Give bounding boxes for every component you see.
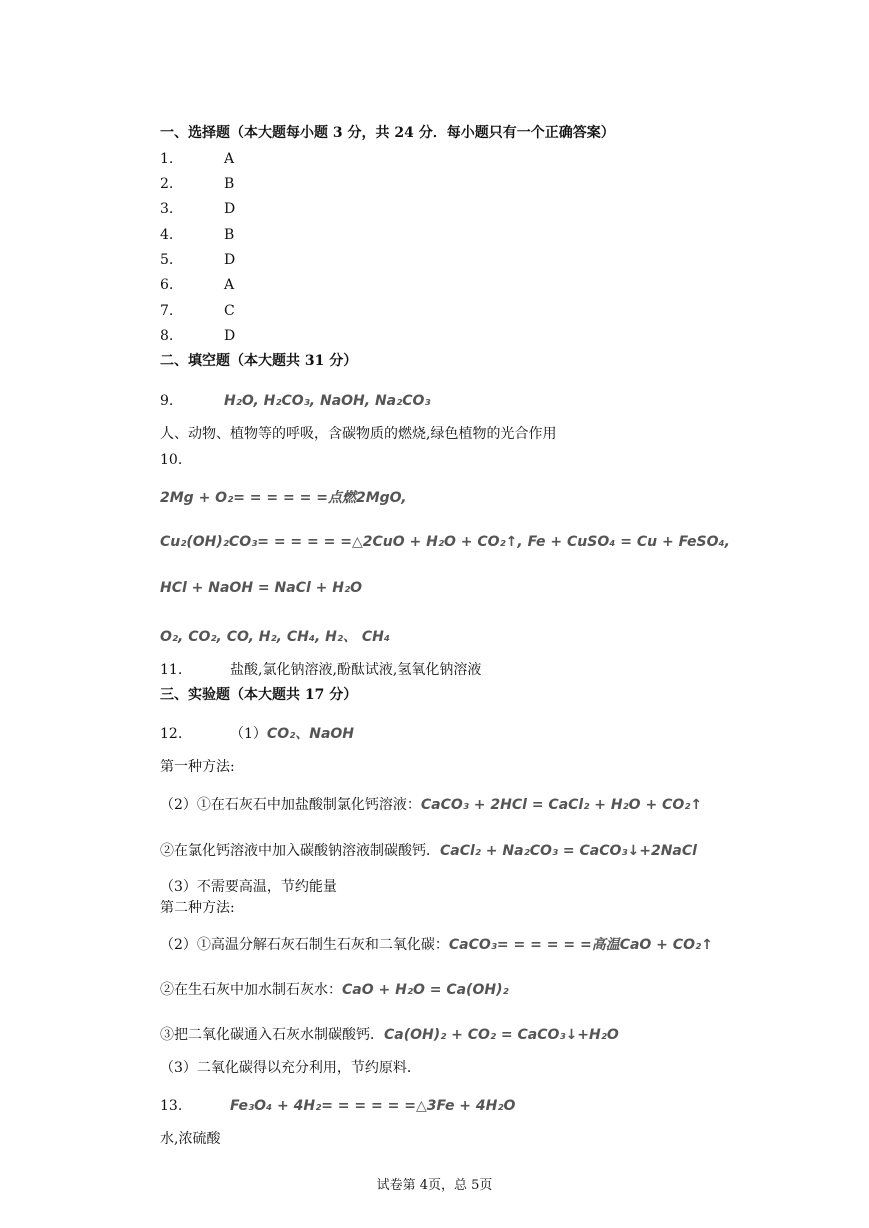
answer-row-3 [160, 199, 235, 219]
equation: Fe₃O₄ + 4H₂= = = = = =△3Fe + 4H₂O [230, 1098, 516, 1114]
answer-choice: D [224, 252, 236, 268]
q10-equation-3: HCl + NaOH = NaCl + H₂O [160, 580, 362, 596]
answer-choice: A [224, 277, 235, 293]
answer-choice: C [224, 303, 235, 319]
question-number: 4. [160, 227, 174, 243]
answer-row-5 [160, 250, 235, 270]
answer-row-8 [160, 326, 235, 346]
q10-equation-2: Cu₂(OH)₂CO₃= = = = = =△2CuO + H₂O + CO₂↑, Fe + CuSO₄ = Cu + FeSO₄, [160, 534, 730, 550]
question-number: 1. [160, 151, 174, 167]
section-2-heading: 二、填空题（本大题共 31 分） [160, 353, 358, 369]
answer-choice: B [224, 227, 235, 243]
question-number: 6. [160, 277, 174, 293]
answer-row-7 [160, 301, 235, 321]
method-1-title: 第一种方法: [160, 759, 235, 775]
step-text: ②在生石灰中加水制石灰水： [160, 982, 342, 998]
method-1-step-1 [160, 795, 702, 815]
q10-equation-1: 2Mg + O₂= = = = = =点燃2MgO, [160, 490, 407, 506]
question-number: 2. [160, 176, 174, 192]
question-number: 5. [160, 252, 174, 268]
question-number: 8. [160, 328, 174, 344]
answer-row-1 [160, 149, 234, 169]
method-2-title: 第二种方法: [160, 900, 235, 916]
q12-row [160, 724, 354, 744]
question-number: 13. [160, 1098, 183, 1114]
answer-row-2 [160, 174, 234, 194]
section-3-heading: 三、实验题（本大题共 17 分） [160, 687, 358, 703]
step-text: ②在氯化钙溶液中加入碳酸钠溶液制碳酸钙． [160, 843, 440, 859]
answer-text: 盐酸,氯化钠溶液,酚酞试液,氢氧化钠溶液 [230, 662, 482, 678]
formula: H₂O, H₂CO₃, NaOH, Na₂CO₃ [224, 393, 431, 409]
method-2-step-2 [160, 980, 509, 1000]
method-1-step-3: （3）不需要高温，节约能量 [160, 879, 337, 895]
q10-number: 10. [160, 452, 183, 468]
q11-row [160, 660, 481, 680]
step-text: （2）①在石灰石中加盐酸制氯化钙溶液： [160, 797, 421, 813]
answer-choice: D [224, 201, 236, 217]
formula: CO₂、NaOH [266, 726, 355, 742]
part-label: （1） [230, 726, 267, 742]
step-text: （2）①高温分解石灰石制生石灰和二氧化碳： [160, 937, 449, 953]
answer-choice: D [224, 328, 236, 344]
q10-equation-4: O₂, CO₂, CO, H₂, CH₄, H₂、 CH₄ [160, 629, 390, 645]
step-text: ③把二氧化碳通入石灰水制碳酸钙． [160, 1027, 384, 1043]
q9-text: 人、动物、植物等的呼吸，含碳物质的燃烧,绿色植物的光合作用 [160, 426, 557, 442]
page-footer: 试卷第 4页，总 5页 [376, 1178, 493, 1193]
question-number: 3. [160, 201, 174, 217]
answer-choice: A [224, 151, 235, 167]
equation: Ca(OH)₂ + CO₂ = CaCO₃↓+H₂O [384, 1027, 619, 1043]
method-1-step-2 [160, 841, 697, 861]
answer-choice: B [224, 176, 235, 192]
method-2-step-3 [160, 1025, 619, 1045]
question-number: 11. [160, 662, 183, 678]
equation: CaCO₃ + 2HCl = CaCl₂ + H₂O + CO₂↑ [420, 797, 703, 813]
answer-row-4 [160, 225, 234, 245]
method-2-step-4: （3）二氧化碳得以充分利用，节约原料． [160, 1060, 421, 1076]
method-2-step-1 [160, 935, 713, 955]
q9-row [160, 391, 431, 411]
equation: CaCl₂ + Na₂CO₃ = CaCO₃↓+2NaCl [440, 843, 697, 859]
equation: CaCO₃= = = = = =高温CaO + CO₂↑ [448, 937, 713, 953]
question-number: 12. [160, 726, 183, 742]
q13-row [160, 1096, 515, 1116]
section-1-heading: 一、选择题（本大题每小题 3 分，共 24 分．每小题只有一个正确答案） [160, 125, 615, 141]
q13-text: 水,浓硫酸 [160, 1131, 221, 1147]
equation: CaO + H₂O = Ca(OH)₂ [342, 982, 509, 998]
answer-row-6 [160, 275, 234, 295]
question-number: 7. [160, 303, 174, 319]
question-number: 9. [160, 393, 174, 409]
